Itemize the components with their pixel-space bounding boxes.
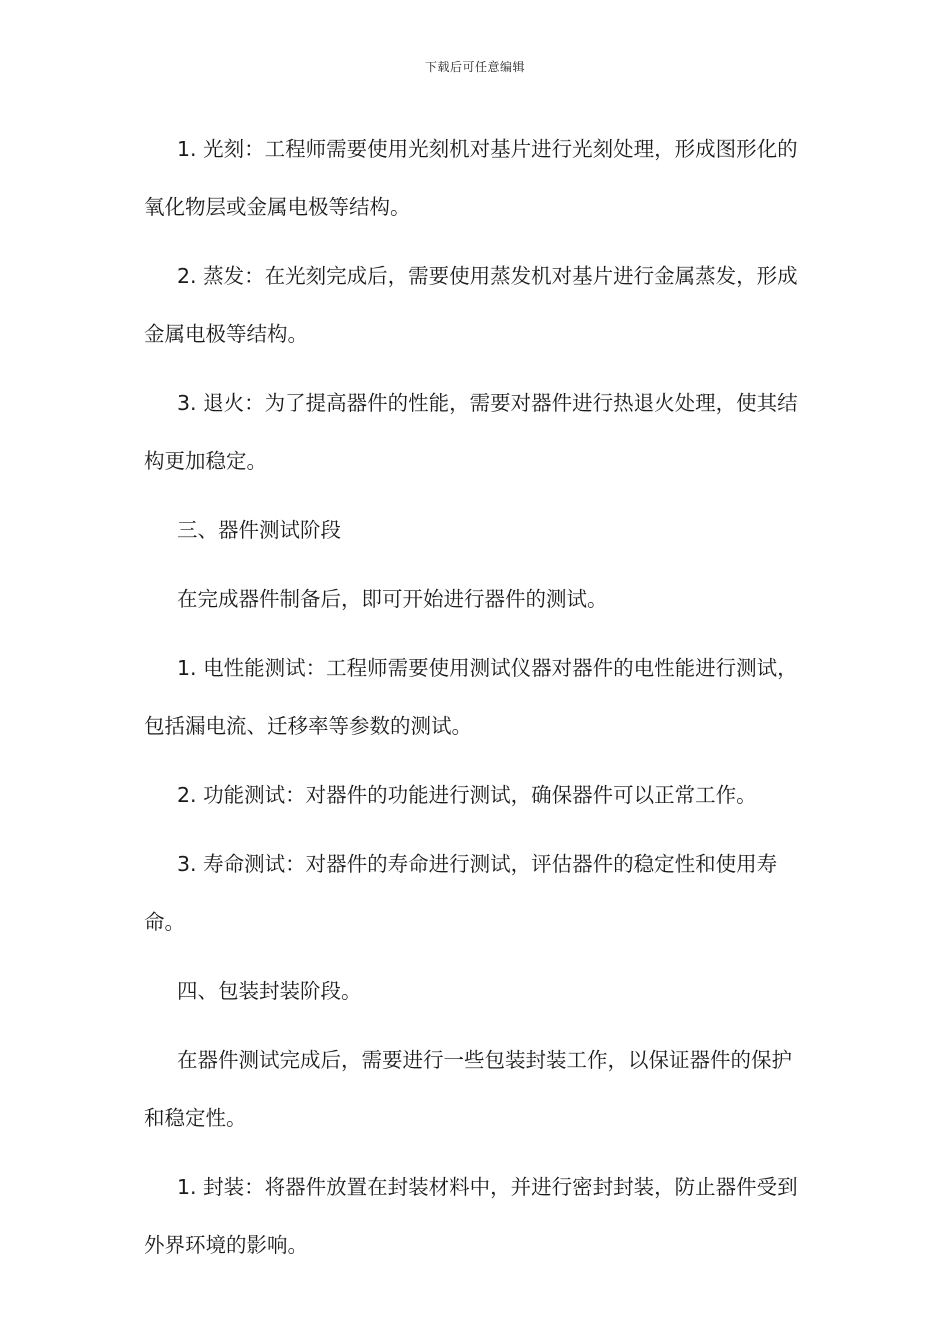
section-heading-testing: 三、器件测试阶段 — [177, 518, 341, 542]
paragraph-annealing: 3. 退火：为了提高器件的性能，需要对器件进行热退火处理，使其结构更加稳定。 — [144, 391, 798, 473]
document-body — [144, 120, 808, 1285]
header-note: 下载后可任意编辑 — [424, 60, 525, 74]
paragraph-electrical-test: 1. 电性能测试：工程师需要使用测试仪器对器件的电性能进行测试，包括漏电流、迁移率等参数的测试。 — [144, 656, 798, 738]
paragraph-lifetime-test: 3. 寿命测试：对器件的寿命进行测试，评估器件的稳定性和使用寿命。 — [144, 852, 778, 934]
paragraph-evaporation: 2. 蒸发：在光刻完成后，需要使用蒸发机对基片进行金属蒸发，形成金属电极等结构。 — [144, 264, 798, 346]
paragraph-testing-intro: 在完成器件制备后，即可开始进行器件的测试。 — [177, 587, 608, 611]
paragraph-function-test: 2. 功能测试：对器件的功能进行测试，确保器件可以正常工作。 — [177, 783, 757, 807]
paragraph-packaging-intro: 在器件测试完成后，需要进行一些包装封装工作，以保证器件的保护和稳定性。 — [144, 1048, 792, 1130]
paragraph-photolithography: 1. 光刻：工程师需要使用光刻机对基片进行光刻处理，形成图形化的氧化物层或金属电极等结构。 — [144, 137, 798, 219]
section-heading-packaging: 四、包装封装阶段。 — [177, 979, 362, 1003]
paragraph-encapsulation: 1. 封装：将器件放置在封装材料中，并进行密封封装，防止器件受到外界环境的影响。 — [144, 1175, 798, 1257]
